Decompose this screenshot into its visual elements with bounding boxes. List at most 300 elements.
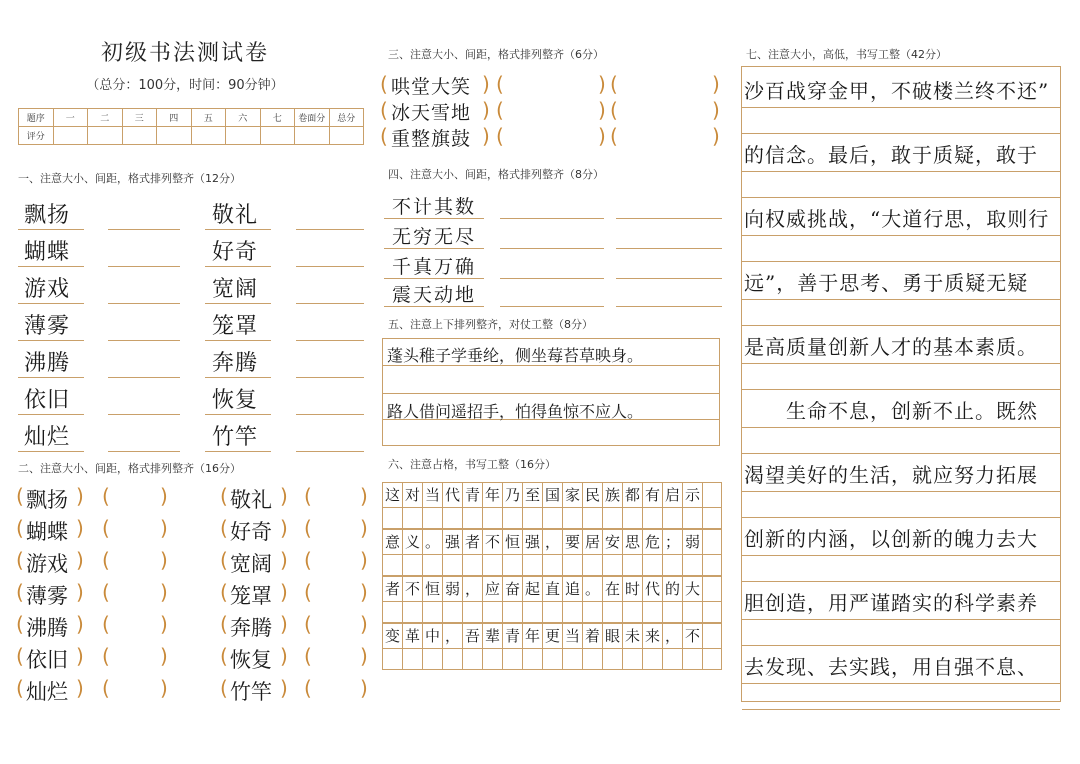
ruled-line [742,453,1060,454]
answer-line[interactable] [296,414,364,415]
essay-line: 创新的内涵，以创新的魄力去大 [744,527,1038,551]
answer-line[interactable] [500,278,604,279]
answer-open-paren[interactable]: ( [102,580,110,604]
practice-word: 灿烂 [26,680,68,704]
grid-cell[interactable]: 应 [482,576,502,601]
grid-cell[interactable] [522,601,542,623]
open-paren: ( [220,484,228,508]
grid-cell[interactable]: 家 [562,482,582,507]
answer-close-paren[interactable]: ) [360,644,368,668]
idiom-word: 重整旗鼓 [391,128,472,150]
open-paren: ( [380,124,388,148]
section1-heading: 一、注意大小、间距，格式排列整齐（12分） [18,172,241,185]
grid-cell[interactable] [702,507,722,529]
practice-word: 游戏 [24,277,71,302]
score-entry-cell[interactable] [88,127,123,145]
grid-cell[interactable]: 代 [642,576,662,601]
idiom-word: 无穷无尽 [392,226,477,248]
section2-heading: 二、注意大小、间距，格式排列整齐（16分） [18,462,241,475]
grid-cell[interactable]: 弱 [682,529,702,554]
answer-close-paren[interactable]: ) [160,516,168,540]
close-paren: ) [280,676,288,700]
answer-close-paren[interactable]: ) [160,580,168,604]
answer-close-paren[interactable]: ) [360,612,368,636]
grid-cell[interactable]: 国 [542,482,562,507]
grid-cell[interactable]: 年 [522,623,542,648]
practice-word: 恢复 [212,388,259,413]
answer-open-paren[interactable]: ( [304,580,312,604]
answer-line[interactable] [296,229,364,230]
answer-line[interactable] [616,278,722,279]
answer-line[interactable] [296,451,364,452]
grid-cell[interactable]: 恒 [502,529,522,554]
guide-line [18,377,84,378]
answer-line[interactable] [616,248,722,249]
practice-word: 飘扬 [26,488,68,512]
grid-cell[interactable] [622,554,642,576]
grid-cell[interactable]: 强 [442,529,462,554]
answer-line[interactable] [296,340,364,341]
answer-line[interactable] [108,229,180,230]
answer-open-paren[interactable]: ( [102,676,110,700]
grid-cell[interactable]: 时 [622,576,642,601]
grid-cell[interactable]: 直 [542,576,562,601]
essay-line: 沙百战穿金甲，不破楼兰终不还” [744,79,1050,103]
grid-cell[interactable] [542,648,562,670]
grid-cell[interactable] [522,648,542,670]
grid-cell[interactable] [502,554,522,576]
grid-cell[interactable] [662,601,682,623]
grid-cell[interactable]: 者 [462,529,482,554]
guide-line [18,266,84,267]
grid-cell[interactable] [702,623,722,648]
answer-open-paren[interactable]: ( [102,548,110,572]
answer-line[interactable] [108,303,180,304]
grid-cell[interactable]: 乃 [502,482,522,507]
answer-open-paren[interactable]: ( [102,484,110,508]
grid-cell[interactable]: 对 [402,482,422,507]
grid-cell[interactable]: 大 [682,576,702,601]
score-entry-cell[interactable] [53,127,88,145]
answer-open-paren[interactable]: ( [304,644,312,668]
grid-cell[interactable]: 义 [402,529,422,554]
grid-cell[interactable] [682,601,702,623]
open-paren: ( [16,612,24,636]
practice-word: 依旧 [26,648,68,672]
grid-cell[interactable] [622,648,642,670]
grid-cell[interactable] [562,648,582,670]
grid-cell[interactable] [582,554,602,576]
grid-cell[interactable] [602,601,622,623]
essay-line: 向权威挑战，“大道行思，取则行 [744,207,1050,231]
grid-cell[interactable]: ， [542,529,562,554]
score-entry-cell[interactable] [226,127,261,145]
grid-cell[interactable]: 民 [582,482,602,507]
grid-cell[interactable] [442,601,462,623]
grid-cell[interactable]: 着 [582,623,602,648]
answer-close-paren[interactable]: ) [160,644,168,668]
answer-close-paren[interactable]: ) [160,612,168,636]
grid-cell[interactable]: 弱 [442,576,462,601]
grid-cell[interactable] [422,507,442,529]
practice-word: 蝴蝶 [26,520,68,544]
practice-word: 好奇 [230,520,272,544]
practice-word: 好奇 [212,240,259,265]
grid-cell[interactable]: 启 [662,482,682,507]
open-paren: ( [380,72,388,96]
answer-close-paren[interactable]: ) [360,548,368,572]
grid-cell[interactable]: 追 [562,576,582,601]
section5-heading: 五、注意上下排列整齐，对仗工整（8分） [388,318,593,331]
guide-line [384,306,484,307]
grid-cell[interactable] [602,507,622,529]
answer-open-paren[interactable]: ( [496,72,504,96]
practice-word: 薄雾 [24,314,71,339]
answer-open-paren[interactable]: ( [304,484,312,508]
score-table [18,108,364,145]
answer-close-paren[interactable]: ) [712,72,720,96]
ruled-line [742,709,1060,710]
practice-word: 奔腾 [230,616,272,640]
answer-close-paren[interactable]: ) [598,72,606,96]
score-cell: 一 [53,109,88,127]
grid-cell[interactable] [462,554,482,576]
essay-line: 的信念。最后，敢于质疑，敢于 [744,143,1038,167]
essay-line: 生命不息，创新不止。既然 [744,399,1038,423]
grid-cell[interactable] [402,648,422,670]
grid-cell[interactable]: 者 [382,576,402,601]
answer-line[interactable] [296,303,364,304]
grid-cell[interactable] [662,554,682,576]
grid-cell[interactable]: 都 [622,482,642,507]
answer-close-paren[interactable]: ) [160,676,168,700]
grid-cell[interactable] [642,507,662,529]
practice-word: 游戏 [26,552,68,576]
answer-line[interactable] [108,340,180,341]
answer-open-paren[interactable]: ( [304,548,312,572]
grid-cell[interactable]: 吾 [462,623,482,648]
grid-cell[interactable] [482,601,502,623]
grid-cell[interactable]: 不 [482,529,502,554]
grid-cell[interactable] [582,648,602,670]
ruled-line [742,235,1060,236]
grid-cell[interactable]: 当 [562,623,582,648]
score-entry-cell[interactable] [157,127,192,145]
answer-line[interactable] [296,266,364,267]
answer-line[interactable] [500,306,604,307]
grid-cell[interactable]: 未 [622,623,642,648]
answer-close-paren[interactable]: ) [598,124,606,148]
score-entry-cell[interactable] [122,127,157,145]
close-paren: ) [280,580,288,604]
ruled-line [742,299,1060,300]
grid-cell[interactable]: 至 [522,482,542,507]
grid-cell[interactable] [702,648,722,670]
answer-open-paren[interactable]: ( [610,72,618,96]
section6-grid[interactable] [382,482,722,670]
guide-line [18,340,84,341]
grid-cell[interactable] [642,554,662,576]
answer-close-paren[interactable]: ) [360,676,368,700]
score-entry-cell[interactable] [295,127,330,145]
grid-cell[interactable] [702,601,722,623]
grid-cell[interactable]: 中 [422,623,442,648]
guide-line [18,414,84,415]
essay-line: 渴望美好的生活，就应努力拓展 [744,463,1038,487]
practice-word: 蝴蝶 [24,240,71,265]
grid-cell[interactable]: 恒 [422,576,442,601]
grid-cell[interactable]: 族 [602,482,622,507]
answer-close-paren[interactable]: ) [360,516,368,540]
grid-cell[interactable]: 。 [422,529,442,554]
answer-line[interactable] [616,306,722,307]
grid-cell[interactable]: 有 [642,482,662,507]
ruled-line [742,133,1060,134]
grid-cell[interactable] [542,601,562,623]
grid-cell[interactable] [582,507,602,529]
grid-cell[interactable]: 青 [462,482,482,507]
grid-cell[interactable]: 更 [542,623,562,648]
close-paren: ) [482,72,490,96]
grid-cell[interactable] [442,554,462,576]
grid-cell[interactable] [602,554,622,576]
grid-cell[interactable] [562,554,582,576]
guide-line [384,248,484,249]
answer-close-paren[interactable]: ) [598,98,606,122]
ruled-line [742,683,1060,684]
grid-cell[interactable]: 来 [642,623,662,648]
grid-cell[interactable] [522,507,542,529]
grid-cell[interactable]: 强 [522,529,542,554]
grid-cell[interactable] [682,648,702,670]
grid-cell[interactable] [502,601,522,623]
idiom-word: 震天动地 [392,284,477,306]
grid-cell[interactable] [402,507,422,529]
grid-cell[interactable] [662,648,682,670]
answer-close-paren[interactable]: ) [160,548,168,572]
grid-cell[interactable] [422,648,442,670]
answer-line[interactable] [296,377,364,378]
grid-cell[interactable]: ， [442,623,462,648]
answer-line[interactable] [108,377,180,378]
ruled-line [383,393,719,394]
practice-word: 恢复 [230,648,272,672]
answer-open-paren[interactable]: ( [610,124,618,148]
grid-cell[interactable]: 示 [682,482,702,507]
page-subtitle: （总分：100分，时间：90分钟） [86,78,284,93]
grid-cell[interactable] [422,601,442,623]
close-paren: ) [76,612,84,636]
grid-cell[interactable]: 不 [402,576,422,601]
score-cell: 六 [226,109,261,127]
grid-cell[interactable] [602,648,622,670]
practice-word: 宽阔 [230,552,272,576]
answer-open-paren[interactable]: ( [102,644,110,668]
grid-cell[interactable] [462,507,482,529]
answer-line[interactable] [500,248,604,249]
close-paren: ) [76,548,84,572]
grid-text-row [382,576,722,601]
answer-open-paren[interactable]: ( [610,98,618,122]
ruled-line [742,197,1060,198]
grid-cell[interactable]: ， [662,623,682,648]
grid-cell[interactable] [662,507,682,529]
ruled-line [742,107,1060,108]
practice-word: 灿烂 [24,425,71,450]
grid-cell[interactable]: 安 [602,529,622,554]
answer-close-paren[interactable]: ) [712,124,720,148]
answer-close-paren[interactable]: ) [712,98,720,122]
practice-word: 笼罩 [230,584,272,608]
essay-line: 是高质量创新人才的基本素质。 [744,335,1038,359]
answer-open-paren[interactable]: ( [304,516,312,540]
grid-cell[interactable] [542,554,562,576]
idiom-word: 哄堂大笑 [391,76,472,98]
grid-text-row [382,482,722,507]
grid-cell[interactable] [622,601,642,623]
grid-cell[interactable]: 。 [582,576,602,601]
grid-cell[interactable] [702,576,722,601]
answer-open-paren[interactable]: ( [496,124,504,148]
guide-line [205,414,271,415]
open-paren: ( [16,548,24,572]
guide-line [384,278,484,279]
essay-line: 胆创造，用严谨踏实的科学素养 [744,591,1038,615]
score-cell: 卷面分 [295,109,330,127]
grid-cell[interactable] [382,648,402,670]
answer-close-paren[interactable]: ) [360,484,368,508]
poem-line-2: 路人借问遥招手，怕得鱼惊不应人。 [387,402,644,421]
answer-line[interactable] [108,414,180,415]
answer-open-paren[interactable]: ( [102,516,110,540]
practice-word: 敬礼 [212,203,259,228]
grid-cell[interactable] [502,507,522,529]
guide-line [384,218,484,219]
open-paren: ( [16,580,24,604]
close-paren: ) [280,516,288,540]
grid-cell[interactable] [702,482,722,507]
practice-word: 笼罩 [212,314,259,339]
answer-open-paren[interactable]: ( [304,676,312,700]
answer-line[interactable] [616,218,722,219]
grid-cell[interactable]: 眼 [602,623,622,648]
grid-cell[interactable] [682,554,702,576]
grid-cell[interactable]: ， [462,576,482,601]
grid-cell[interactable]: 代 [442,482,462,507]
ruled-line [742,555,1060,556]
grid-cell[interactable]: 变 [382,623,402,648]
score-entry-cell[interactable] [260,127,295,145]
grid-cell[interactable] [542,507,562,529]
grid-cell[interactable]: 奋 [502,576,522,601]
grid-cell[interactable]: 的 [662,576,682,601]
grid-cell[interactable] [482,507,502,529]
score-cell: 题序 [19,109,54,127]
ruled-line [742,171,1060,172]
grid-cell[interactable]: 辈 [482,623,502,648]
grid-cell[interactable]: 要 [562,529,582,554]
grid-cell[interactable]: 思 [622,529,642,554]
grid-cell[interactable] [622,507,642,529]
answer-open-paren[interactable]: ( [102,612,110,636]
score-table-header-row [19,109,364,127]
grid-cell[interactable] [382,507,402,529]
grid-cell[interactable]: 不 [682,623,702,648]
section7-writing-box[interactable] [741,66,1061,702]
close-paren: ) [482,98,490,122]
grid-cell[interactable] [682,507,702,529]
grid-cell[interactable] [702,554,722,576]
answer-line[interactable] [108,451,180,452]
answer-open-paren[interactable]: ( [496,98,504,122]
ruled-line [742,261,1060,262]
grid-cell[interactable]: ； [662,529,682,554]
answer-line[interactable] [500,218,604,219]
score-cell: 三 [122,109,157,127]
grid-cell[interactable] [522,554,542,576]
grid-cell[interactable] [562,507,582,529]
grid-blank-row [382,648,722,670]
grid-cell[interactable]: 意 [382,529,402,554]
answer-line[interactable] [108,266,180,267]
grid-cell[interactable] [482,648,502,670]
grid-cell[interactable] [702,529,722,554]
grid-cell[interactable] [462,648,482,670]
grid-cell[interactable] [442,648,462,670]
grid-cell[interactable] [482,554,502,576]
score-cell: 七 [260,109,295,127]
close-paren: ) [280,548,288,572]
practice-word: 薄雾 [26,584,68,608]
score-entry-cell[interactable] [329,127,364,145]
grid-cell[interactable] [502,648,522,670]
grid-cell[interactable] [642,601,662,623]
grid-cell[interactable]: 居 [582,529,602,554]
open-paren: ( [220,516,228,540]
score-entry-cell[interactable] [191,127,226,145]
grid-cell[interactable]: 这 [382,482,402,507]
grid-cell[interactable]: 革 [402,623,422,648]
open-paren: ( [220,580,228,604]
grid-cell[interactable] [402,554,422,576]
grid-cell[interactable]: 起 [522,576,542,601]
section5-writing-box[interactable] [382,338,720,446]
grid-cell[interactable]: 年 [482,482,502,507]
grid-cell[interactable] [442,507,462,529]
close-paren: ) [76,644,84,668]
grid-cell[interactable] [462,601,482,623]
grid-cell[interactable]: 在 [602,576,622,601]
grid-cell[interactable] [562,601,582,623]
practice-word: 奔腾 [212,351,259,376]
grid-cell[interactable]: 青 [502,623,522,648]
ruled-line [742,427,1060,428]
grid-cell[interactable] [402,601,422,623]
grid-cell[interactable] [642,648,662,670]
grid-blank-row [382,554,722,576]
section3-heading: 三、注意大小、间距，格式排列整齐（6分） [388,48,604,61]
grid-cell[interactable] [382,554,402,576]
practice-word: 敬礼 [230,488,272,512]
grid-cell[interactable]: 危 [642,529,662,554]
grid-cell[interactable] [382,601,402,623]
answer-open-paren[interactable]: ( [304,612,312,636]
answer-close-paren[interactable]: ) [160,484,168,508]
grid-cell[interactable] [582,601,602,623]
grid-cell[interactable] [422,554,442,576]
grid-cell[interactable]: 当 [422,482,442,507]
answer-close-paren[interactable]: ) [360,580,368,604]
